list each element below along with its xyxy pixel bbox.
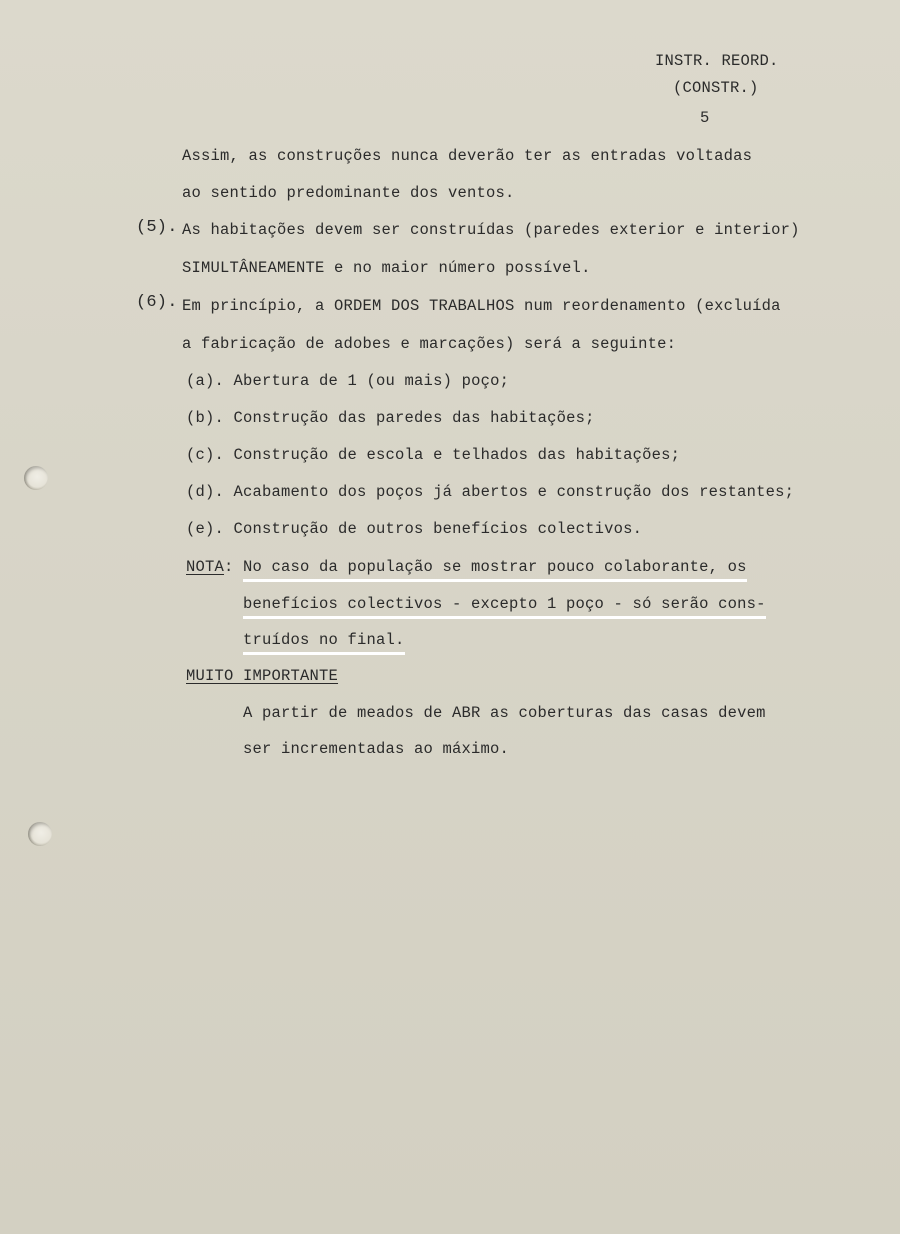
- step-d: [186, 482, 794, 502]
- step-b: [186, 408, 595, 428]
- nota-label: NOTA: [186, 558, 225, 576]
- nota-highlight-3: truídos no final.: [243, 630, 405, 655]
- item5-line-2: SIMULTÂNEAMENTE e no maior número possível.: [182, 259, 591, 277]
- nota-highlight-1: No caso da população se mostrar pouco colaborante, os: [243, 557, 747, 582]
- important-heading: MUITO IMPORTANTE: [186, 667, 339, 685]
- step-e: [186, 519, 642, 539]
- header-ref-line1: INSTR. REORD.: [655, 52, 779, 70]
- important-line-1: A partir de meados de ABR as coberturas das casas devem: [243, 704, 766, 722]
- important-line-2: ser incrementadas ao máximo.: [243, 740, 510, 758]
- step-a: [186, 371, 509, 391]
- item6-line-1: Em princípio, a ORDEM DOS TRABALHOS num reordenamento (excluída: [182, 297, 781, 315]
- step-text: Acabamento dos poços já abertos e construção dos restantes;: [233, 483, 795, 501]
- item6-line-2: a fabricação de adobes e marcações) será a seguinte:: [182, 335, 677, 353]
- nota-label-line: [186, 557, 234, 577]
- punch-hole-bottom: [28, 822, 52, 846]
- step-text: Construção de outros benefícios colectivos.: [233, 520, 643, 538]
- item6-marker: (6).: [136, 293, 178, 312]
- nota-colon: :: [224, 558, 234, 576]
- punch-hole-top: [24, 466, 48, 490]
- nota-line-2: [243, 594, 766, 619]
- intro-line-1: Assim, as construções nunca deverão ter as entradas voltadas: [182, 147, 753, 165]
- step-marker: (b).: [186, 409, 225, 427]
- step-text: Construção de escola e telhados das habitações;: [233, 446, 681, 464]
- page-number: 5: [700, 109, 710, 127]
- step-text: Construção das paredes das habitações;: [233, 409, 595, 427]
- step-text: Abertura de 1 (ou mais) poço;: [233, 372, 510, 390]
- step-marker: (c).: [186, 446, 225, 464]
- nota-line-1: [243, 557, 747, 582]
- item5-marker: (5).: [136, 218, 178, 237]
- nota-line-3: [243, 630, 405, 655]
- intro-line-2: ao sentido predominante dos ventos.: [182, 184, 515, 202]
- step-c: [186, 445, 680, 465]
- nota-highlight-2: benefícios colectivos - excepto 1 poço - só serão cons-: [243, 594, 766, 619]
- step-marker: (d).: [186, 483, 225, 501]
- header-ref-line2: (CONSTR.): [673, 79, 759, 97]
- item5-line-1: As habitações devem ser construídas (paredes exterior e interior): [182, 221, 800, 239]
- step-marker: (a).: [186, 372, 225, 390]
- step-marker: (e).: [186, 520, 225, 538]
